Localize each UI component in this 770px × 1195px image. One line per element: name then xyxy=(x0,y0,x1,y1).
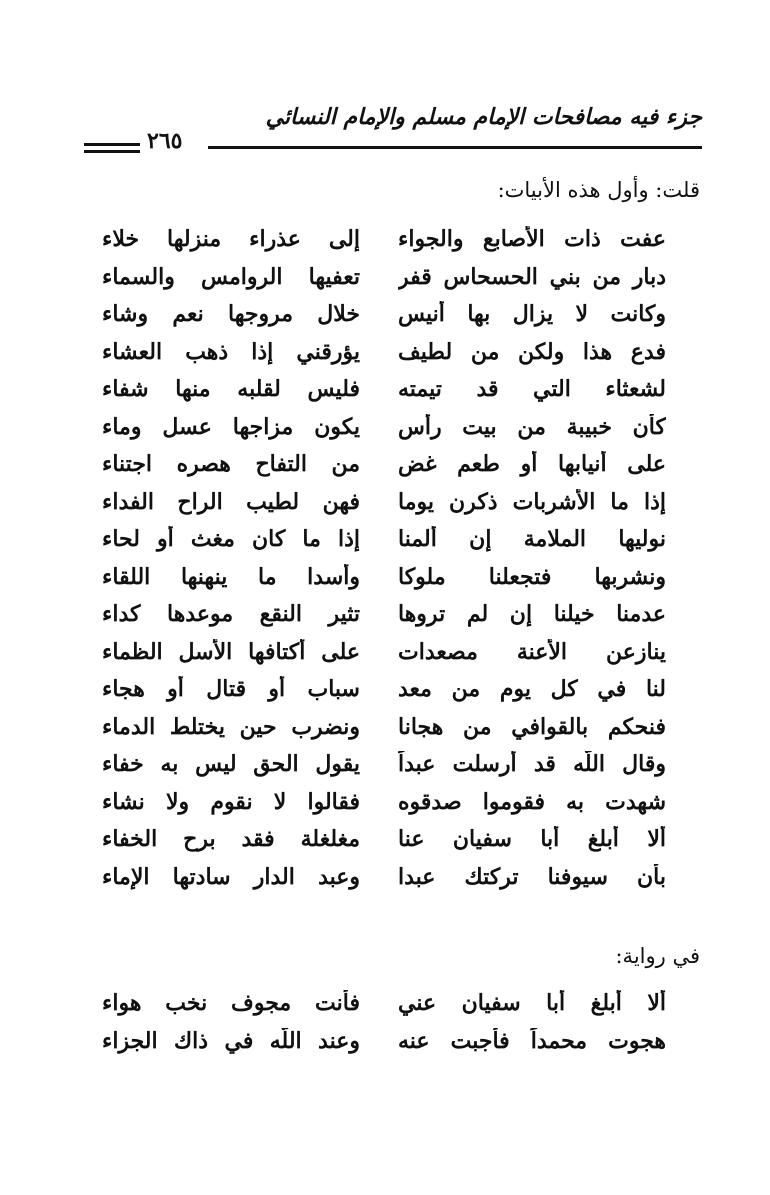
verse-first-hemistich: فنحكم بالقوافي من هجانا xyxy=(398,713,666,740)
verse-line xyxy=(0,789,770,827)
verse-line xyxy=(0,676,770,714)
verse-first-hemistich: على أنيابها أو طعم غض xyxy=(398,451,666,477)
verse-first-hemistich: ينازعن الأعنة مصعدات xyxy=(398,638,666,665)
verse-first-hemistich: دبار من بني الحسحاس قفر xyxy=(398,263,666,290)
verse-line xyxy=(0,301,770,339)
header-rule-left-upper xyxy=(84,143,140,146)
verse-first-hemistich: ألا أبلغ أبا سفيان عني xyxy=(398,990,666,1016)
verse-line xyxy=(0,601,770,639)
verse-second-hemistich: تعفيها الروامس والسماء xyxy=(102,263,360,290)
header-rule-left-lower xyxy=(84,150,140,153)
verse-first-hemistich: بأن سيوفنا تركتك عبدا xyxy=(398,863,666,890)
verse-second-hemistich: مغلغلة فقد برح الخفاء xyxy=(102,826,360,852)
verse-line xyxy=(0,226,770,264)
verse-line xyxy=(0,751,770,789)
verse-first-hemistich: فدع هذا ولكن من لطيف xyxy=(398,338,666,365)
verse-first-hemistich: لشعثاء التي قد تيمته xyxy=(398,376,666,402)
verse-second-hemistich: سباب أو قتال أو هجاء xyxy=(102,676,360,702)
verse-second-hemistich: وعند اللّه في ذاك الجزاء xyxy=(102,1027,360,1054)
verse-line xyxy=(0,489,770,527)
verse-line xyxy=(0,1028,770,1066)
verse-second-hemistich: من التفاح هصره اجتناء xyxy=(102,451,360,477)
verse-second-hemistich: إذا ما كان مغث أو لحاء xyxy=(102,526,360,552)
verse-first-hemistich: إذا ما الأشربات ذكرن يوما xyxy=(398,488,666,515)
verse-second-hemistich: يكون مزاجها عسل وماء xyxy=(102,413,360,440)
verse-second-hemistich: فليس لقلبه منها شفاء xyxy=(102,376,360,402)
verse-first-hemistich: كأن خبيبة من بيت رأس xyxy=(398,413,666,440)
verse-line xyxy=(0,376,770,414)
poem-main xyxy=(0,226,770,901)
verse-second-hemistich: فأنت مجوف نخب هواء xyxy=(102,990,360,1016)
verse-second-hemistich: وأسدا ما ينهنها اللقاء xyxy=(102,563,360,590)
verse-line xyxy=(0,451,770,489)
verse-line xyxy=(0,564,770,602)
verse-first-hemistich: لنا في كل يوم من معد xyxy=(398,676,666,702)
verse-line xyxy=(0,714,770,752)
verse-second-hemistich: إلى عذراء منزلها خلاء xyxy=(102,226,360,252)
header-rule-main xyxy=(208,146,702,149)
verse-first-hemistich: شهدت به فقوموا صدقوه xyxy=(398,788,666,815)
verse-second-hemistich: وعبد الدار سادتها الإماء xyxy=(102,863,360,890)
running-header-title: جزء فيه مصافحات الإمام مسلم والإمام النسائي xyxy=(265,104,702,130)
verse-second-hemistich: ونضرب حين يختلط الدماء xyxy=(102,713,360,740)
intro-text: قلت: وأول هذه الأبيات: xyxy=(497,178,700,202)
verse-line xyxy=(0,339,770,377)
verse-first-hemistich: عدمنا خيلنا إن لم تروها xyxy=(398,601,666,627)
verse-line xyxy=(0,414,770,452)
verse-second-hemistich: تثير النقع موعدها كداء xyxy=(102,601,360,627)
verse-line xyxy=(0,639,770,677)
page-number: ٢٦٥ xyxy=(147,128,183,154)
verse-first-hemistich: هجوت محمداً فأجبت عنه xyxy=(398,1027,666,1054)
verse-second-hemistich: يقول الحق ليس به خفاء xyxy=(102,751,360,777)
verse-first-hemistich: ألا أبلغ أبا سفيان عنا xyxy=(398,826,666,852)
verse-second-hemistich: فهن لطيب الراح الفداء xyxy=(102,488,360,515)
verse-first-hemistich: وكانت لا يزال بها أنيس xyxy=(398,301,666,327)
verse-line xyxy=(0,990,770,1028)
riwaya-label: في رواية: xyxy=(615,944,700,968)
verse-first-hemistich: عفت ذات الأصابع والجواء xyxy=(398,226,666,252)
verse-second-hemistich: خلال مروجها نعم وشاء xyxy=(102,301,360,327)
verse-second-hemistich: فقالوا لا نقوم ولا نشاء xyxy=(102,788,360,815)
verse-second-hemistich: يؤرقني إذا ذهب العشاء xyxy=(102,338,360,365)
verse-second-hemistich: على أكتافها الأسل الظماء xyxy=(102,638,360,665)
verse-first-hemistich: نوليها الملامة إن ألمنا xyxy=(398,526,666,552)
verse-first-hemistich: وقال اللّه قد أرسلت عبداً xyxy=(398,751,666,777)
verse-first-hemistich: ونشربها فتجعلنا ملوكا xyxy=(398,563,666,590)
poem-riwaya xyxy=(0,990,770,1065)
verse-line xyxy=(0,526,770,564)
verse-line xyxy=(0,264,770,302)
verse-line xyxy=(0,864,770,902)
verse-line xyxy=(0,826,770,864)
